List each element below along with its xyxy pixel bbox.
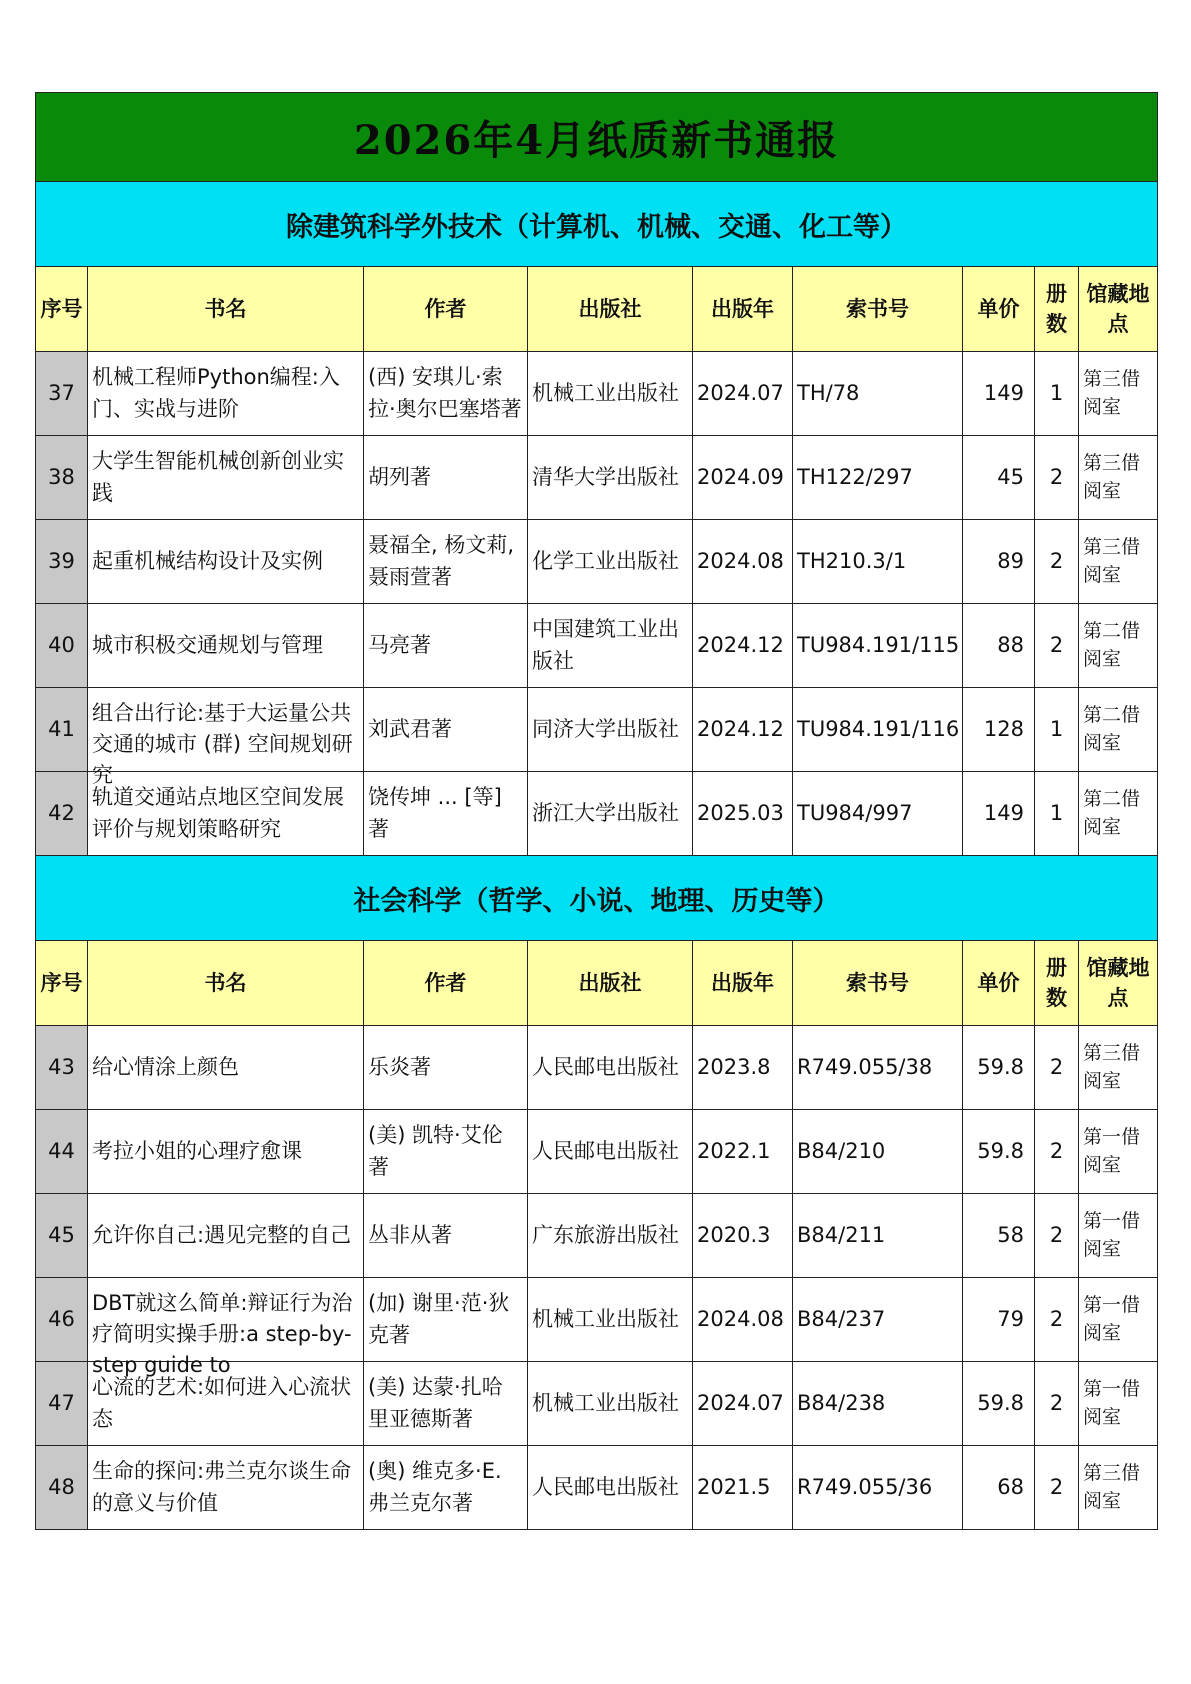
call-number-cell-text: TH210.3/1: [797, 548, 907, 573]
location-cell: [1079, 436, 1158, 520]
call-number-cell: [793, 520, 963, 604]
seq-cell: [36, 1110, 88, 1194]
publisher-cell-text: 中国建筑工业出版社: [532, 617, 679, 673]
header-seq: 序号: [36, 941, 88, 1026]
year-cell: [693, 352, 793, 436]
author-cell: [364, 1446, 528, 1530]
year-cell: [693, 1278, 793, 1362]
price-cell: [963, 1194, 1035, 1278]
seq-cell: [36, 436, 88, 520]
call-number-cell-text: R749.055/36: [797, 1474, 933, 1499]
copies-cell: [1035, 688, 1079, 772]
copies-cell-text: 1: [1049, 380, 1064, 405]
seq-cell-text: 48: [48, 1474, 75, 1499]
price-cell-text: 88: [997, 632, 1024, 657]
table-row: [36, 352, 1158, 436]
seq-cell-text: 40: [48, 632, 75, 657]
publisher-cell: [528, 1026, 693, 1110]
call-number-cell: [793, 436, 963, 520]
price-cell: [963, 772, 1035, 856]
price-cell: [963, 1446, 1035, 1530]
page-title: 2026年4月纸质新书通报: [36, 93, 1158, 182]
seq-cell: [36, 1026, 88, 1110]
location-cell-text: 第一借阅室: [1083, 1209, 1141, 1260]
year-cell: [693, 1110, 793, 1194]
publisher-cell: [528, 1110, 693, 1194]
year-cell: [693, 520, 793, 604]
header-publisher: 出版社: [528, 267, 693, 352]
author-cell-text: (西) 安琪儿·索拉·奥尔巴塞塔著: [368, 365, 522, 421]
table-row: [36, 1194, 1158, 1278]
header-location: 馆藏地点: [1079, 941, 1158, 1026]
publisher-cell-text: 人民邮电出版社: [532, 1054, 679, 1079]
book-title-cell-text: 轨道交通站点地区空间发展评价与规划策略研究: [92, 785, 344, 841]
year-cell: [693, 1026, 793, 1110]
table-row: [36, 1278, 1158, 1362]
book-title-cell-text: 心流的艺术:如何进入心流状态: [92, 1375, 352, 1431]
book-title-cell-text: 生命的探问:弗兰克尔谈生命的意义与价值: [92, 1459, 352, 1515]
copies-cell: [1035, 772, 1079, 856]
header-title: 书名: [88, 267, 364, 352]
call-number-cell: [793, 352, 963, 436]
copies-cell: [1035, 604, 1079, 688]
seq-cell: [36, 352, 88, 436]
publisher-cell: [528, 520, 693, 604]
section-title: 社会科学（哲学、小说、地理、历史等）: [36, 856, 1158, 941]
copies-cell-text: 2: [1049, 1390, 1064, 1415]
seq-cell-text: 37: [48, 380, 75, 405]
publisher-cell: [528, 1278, 693, 1362]
seq-cell-text: 41: [48, 716, 75, 741]
book-title-cell: [88, 604, 364, 688]
author-cell-text: (加) 谢里·范·狄克著: [368, 1291, 510, 1347]
publisher-cell: [528, 688, 693, 772]
book-title-cell: [88, 1362, 364, 1446]
call-number-cell-text: B84/210: [797, 1138, 886, 1163]
publisher-cell-text: 清华大学出版社: [532, 464, 679, 489]
seq-cell: [36, 604, 88, 688]
call-number-cell-text: TH/78: [797, 380, 860, 405]
seq-cell: [36, 1446, 88, 1530]
author-cell-text: 饶传坤 ... [等] 著: [368, 785, 502, 841]
table-row: [36, 688, 1158, 772]
copies-cell-text: 1: [1049, 716, 1064, 741]
copies-cell: [1035, 1026, 1079, 1110]
call-number-cell-text: B84/237: [797, 1306, 886, 1331]
book-table: [35, 92, 1158, 1530]
book-title-cell: [88, 1026, 364, 1110]
author-cell: [364, 352, 528, 436]
header-title: 书名: [88, 941, 364, 1026]
publisher-cell-text: 机械工业出版社: [532, 1306, 679, 1331]
copies-cell-text: 2: [1049, 1474, 1064, 1499]
publisher-cell-text: 机械工业出版社: [532, 380, 679, 405]
book-title-cell-text: 组合出行论:基于大运量公共交通的城市 (群) 空间规划研究: [92, 700, 353, 787]
seq-cell-text: 43: [48, 1054, 75, 1079]
location-cell-text: 第三借阅室: [1083, 1461, 1141, 1512]
book-title-cell-text: 城市积极交通规划与管理: [92, 632, 323, 657]
section-row: [36, 856, 1158, 941]
location-cell-text: 第三借阅室: [1083, 451, 1141, 502]
book-title-cell: [88, 1194, 364, 1278]
price-cell-text: 59.8: [977, 1138, 1024, 1163]
price-cell: [963, 1278, 1035, 1362]
call-number-cell: [793, 1194, 963, 1278]
copies-cell-text: 2: [1049, 632, 1064, 657]
header-author: 作者: [364, 267, 528, 352]
author-cell: [364, 436, 528, 520]
header-seq: 序号: [36, 267, 88, 352]
publisher-cell-text: 广东旅游出版社: [532, 1222, 679, 1247]
price-cell: [963, 436, 1035, 520]
price-cell-text: 149: [983, 800, 1024, 825]
year-cell-text: 2024.09: [697, 464, 784, 489]
copies-cell-text: 2: [1049, 548, 1064, 573]
copies-cell-text: 1: [1049, 800, 1064, 825]
seq-cell-text: 46: [48, 1306, 75, 1331]
seq-cell-text: 38: [48, 464, 75, 489]
seq-cell: [36, 1362, 88, 1446]
year-cell-text: 2024.08: [697, 1306, 784, 1331]
book-title-cell-text: 考拉小姐的心理疗愈课: [92, 1138, 302, 1163]
location-cell: [1079, 1278, 1158, 1362]
publisher-cell-text: 浙江大学出版社: [532, 800, 679, 825]
author-cell-text: 胡列著: [368, 464, 431, 489]
header-publisher: 出版社: [528, 941, 693, 1026]
table-row: [36, 1446, 1158, 1530]
table-row: [36, 604, 1158, 688]
location-cell-text: 第一借阅室: [1083, 1125, 1141, 1176]
price-cell: [963, 1110, 1035, 1194]
book-title-cell: [88, 520, 364, 604]
price-cell-text: 128: [983, 716, 1024, 741]
author-cell-text: 马亮著: [368, 632, 431, 657]
price-cell: [963, 604, 1035, 688]
price-cell-text: 59.8: [977, 1390, 1024, 1415]
book-title-cell-text: 大学生智能机械创新创业实践: [92, 449, 344, 505]
header-call-number: 索书号: [793, 941, 963, 1026]
price-cell-text: 149: [983, 380, 1024, 405]
author-cell-text: 聂福全, 杨文莉, 聂雨萱著: [368, 533, 515, 589]
title-row: [36, 93, 1158, 182]
call-number-cell: [793, 1026, 963, 1110]
author-cell: [364, 604, 528, 688]
author-cell: [364, 520, 528, 604]
location-cell-text: 第三借阅室: [1083, 535, 1141, 586]
seq-cell: [36, 520, 88, 604]
book-title-cell: [88, 1110, 364, 1194]
location-cell: [1079, 520, 1158, 604]
location-cell-text: 第一借阅室: [1083, 1293, 1141, 1344]
call-number-cell: [793, 688, 963, 772]
author-cell: [364, 1194, 528, 1278]
location-cell-text: 第二借阅室: [1083, 787, 1141, 838]
header-copies: 册数: [1035, 267, 1079, 352]
year-cell-text: 2025.03: [697, 800, 784, 825]
table-row: [36, 1362, 1158, 1446]
copies-cell-text: 2: [1049, 1306, 1064, 1331]
year-cell: [693, 436, 793, 520]
copies-cell-text: 2: [1049, 1138, 1064, 1163]
location-cell-text: 第三借阅室: [1083, 367, 1141, 418]
book-list-sheet: [35, 92, 1157, 1530]
price-cell-text: 58: [997, 1222, 1024, 1247]
header-row: [36, 941, 1158, 1026]
call-number-cell-text: TU984/997: [797, 800, 913, 825]
copies-cell: [1035, 352, 1079, 436]
section-row: [36, 182, 1158, 267]
year-cell-text: 2024.08: [697, 548, 784, 573]
year-cell-text: 2024.07: [697, 1390, 784, 1415]
location-cell-text: 第三借阅室: [1083, 1041, 1141, 1092]
header-year: 出版年: [693, 267, 793, 352]
copies-cell: [1035, 1194, 1079, 1278]
publisher-cell: [528, 352, 693, 436]
call-number-cell-text: R749.055/38: [797, 1054, 933, 1079]
book-title-cell-text: 起重机械结构设计及实例: [92, 548, 323, 573]
author-cell: [364, 1362, 528, 1446]
author-cell: [364, 1278, 528, 1362]
call-number-cell-text: B84/211: [797, 1222, 886, 1247]
price-cell: [963, 688, 1035, 772]
book-title-cell: [88, 688, 364, 787]
publisher-cell: [528, 772, 693, 856]
copies-cell: [1035, 1110, 1079, 1194]
book-title-cell: [88, 1278, 364, 1377]
seq-cell: [36, 1278, 88, 1362]
location-cell: [1079, 688, 1158, 772]
author-cell-text: (美) 凯特·艾伦著: [368, 1123, 503, 1179]
table-row: [36, 436, 1158, 520]
author-cell-text: 刘武君著: [368, 716, 452, 741]
year-cell: [693, 772, 793, 856]
call-number-cell: [793, 1110, 963, 1194]
header-year: 出版年: [693, 941, 793, 1026]
author-cell-text: 乐炎著: [368, 1054, 431, 1079]
price-cell-text: 59.8: [977, 1054, 1024, 1079]
copies-cell: [1035, 436, 1079, 520]
year-cell: [693, 1362, 793, 1446]
year-cell: [693, 688, 793, 772]
book-title-cell: [88, 1446, 364, 1530]
call-number-cell-text: TU984.191/115: [797, 632, 960, 657]
publisher-cell: [528, 436, 693, 520]
publisher-cell: [528, 1194, 693, 1278]
year-cell-text: 2024.12: [697, 632, 784, 657]
table-row: [36, 1110, 1158, 1194]
copies-cell: [1035, 1278, 1079, 1362]
book-title-cell-text: 给心情涂上颜色: [92, 1054, 239, 1079]
author-cell: [364, 772, 528, 856]
book-title-cell: [88, 772, 364, 856]
publisher-cell-text: 机械工业出版社: [532, 1390, 679, 1415]
year-cell: [693, 604, 793, 688]
seq-cell-text: 39: [48, 548, 75, 573]
year-cell-text: 2024.07: [697, 380, 784, 405]
seq-cell: [36, 772, 88, 856]
table-row: [36, 772, 1158, 856]
price-cell-text: 89: [997, 548, 1024, 573]
author-cell: [364, 688, 528, 772]
seq-cell-text: 47: [48, 1390, 75, 1415]
price-cell-text: 68: [997, 1474, 1024, 1499]
location-cell: [1079, 1362, 1158, 1446]
price-cell-text: 45: [997, 464, 1024, 489]
header-row: [36, 267, 1158, 352]
call-number-cell: [793, 1362, 963, 1446]
copies-cell: [1035, 520, 1079, 604]
publisher-cell: [528, 1362, 693, 1446]
location-cell: [1079, 1026, 1158, 1110]
price-cell: [963, 1362, 1035, 1446]
publisher-cell: [528, 1446, 693, 1530]
book-title-cell-text: DBT就这么简单:辩证行为治疗简明实操手册:a step-by-step guide to: [92, 1290, 353, 1377]
call-number-cell-text: TH122/297: [797, 464, 913, 489]
price-cell: [963, 520, 1035, 604]
location-cell: [1079, 1110, 1158, 1194]
location-cell-text: 第二借阅室: [1083, 703, 1141, 754]
copies-cell: [1035, 1446, 1079, 1530]
book-title-cell: [88, 436, 364, 520]
location-cell: [1079, 352, 1158, 436]
year-cell-text: 2021.5: [697, 1474, 771, 1499]
location-cell-text: 第一借阅室: [1083, 1377, 1141, 1428]
year-cell: [693, 1446, 793, 1530]
book-title-cell-text: 机械工程师Python编程:入门、实战与进阶: [92, 365, 340, 421]
call-number-cell-text: TU984.191/116: [797, 716, 960, 741]
copies-cell-text: 2: [1049, 464, 1064, 489]
author-cell: [364, 1110, 528, 1194]
copies-cell-text: 2: [1049, 1222, 1064, 1247]
year-cell-text: 2023.8: [697, 1054, 771, 1079]
section-title: 除建筑科学外技术（计算机、机械、交通、化工等）: [36, 182, 1158, 267]
author-cell-text: (美) 达蒙·扎哈里亚德斯著: [368, 1375, 503, 1431]
header-call-number: 索书号: [793, 267, 963, 352]
publisher-cell-text: 同济大学出版社: [532, 716, 679, 741]
header-copies: 册数: [1035, 941, 1079, 1026]
seq-cell-text: 45: [48, 1222, 75, 1247]
book-title-cell-text: 允许你自己:遇见完整的自己: [92, 1222, 352, 1247]
author-cell: [364, 1026, 528, 1110]
call-number-cell: [793, 1278, 963, 1362]
price-cell-text: 79: [997, 1306, 1024, 1331]
seq-cell-text: 44: [48, 1138, 75, 1163]
publisher-cell-text: 化学工业出版社: [532, 548, 679, 573]
call-number-cell-text: B84/238: [797, 1390, 886, 1415]
location-cell: [1079, 1194, 1158, 1278]
publisher-cell: [528, 604, 693, 688]
location-cell: [1079, 604, 1158, 688]
author-cell-text: 丛非从著: [368, 1222, 452, 1247]
call-number-cell: [793, 1446, 963, 1530]
location-cell: [1079, 1446, 1158, 1530]
header-location: 馆藏地点: [1079, 267, 1158, 352]
year-cell-text: 2024.12: [697, 716, 784, 741]
location-cell: [1079, 772, 1158, 856]
author-cell-text: (奥) 维克多·E. 弗兰克尔著: [368, 1459, 502, 1515]
publisher-cell-text: 人民邮电出版社: [532, 1474, 679, 1499]
call-number-cell: [793, 604, 963, 688]
table-row: [36, 1026, 1158, 1110]
copies-cell: [1035, 1362, 1079, 1446]
publisher-cell-text: 人民邮电出版社: [532, 1138, 679, 1163]
copies-cell-text: 2: [1049, 1054, 1064, 1079]
seq-cell: [36, 1194, 88, 1278]
call-number-cell: [793, 772, 963, 856]
header-author: 作者: [364, 941, 528, 1026]
year-cell: [693, 1194, 793, 1278]
book-title-cell: [88, 352, 364, 436]
location-cell-text: 第二借阅室: [1083, 619, 1141, 670]
table-row: [36, 520, 1158, 604]
year-cell-text: 2022.1: [697, 1138, 771, 1163]
seq-cell: [36, 688, 88, 772]
year-cell-text: 2020.3: [697, 1222, 771, 1247]
header-price: 单价: [963, 267, 1035, 352]
seq-cell-text: 42: [48, 800, 75, 825]
price-cell: [963, 352, 1035, 436]
price-cell: [963, 1026, 1035, 1110]
header-price: 单价: [963, 941, 1035, 1026]
